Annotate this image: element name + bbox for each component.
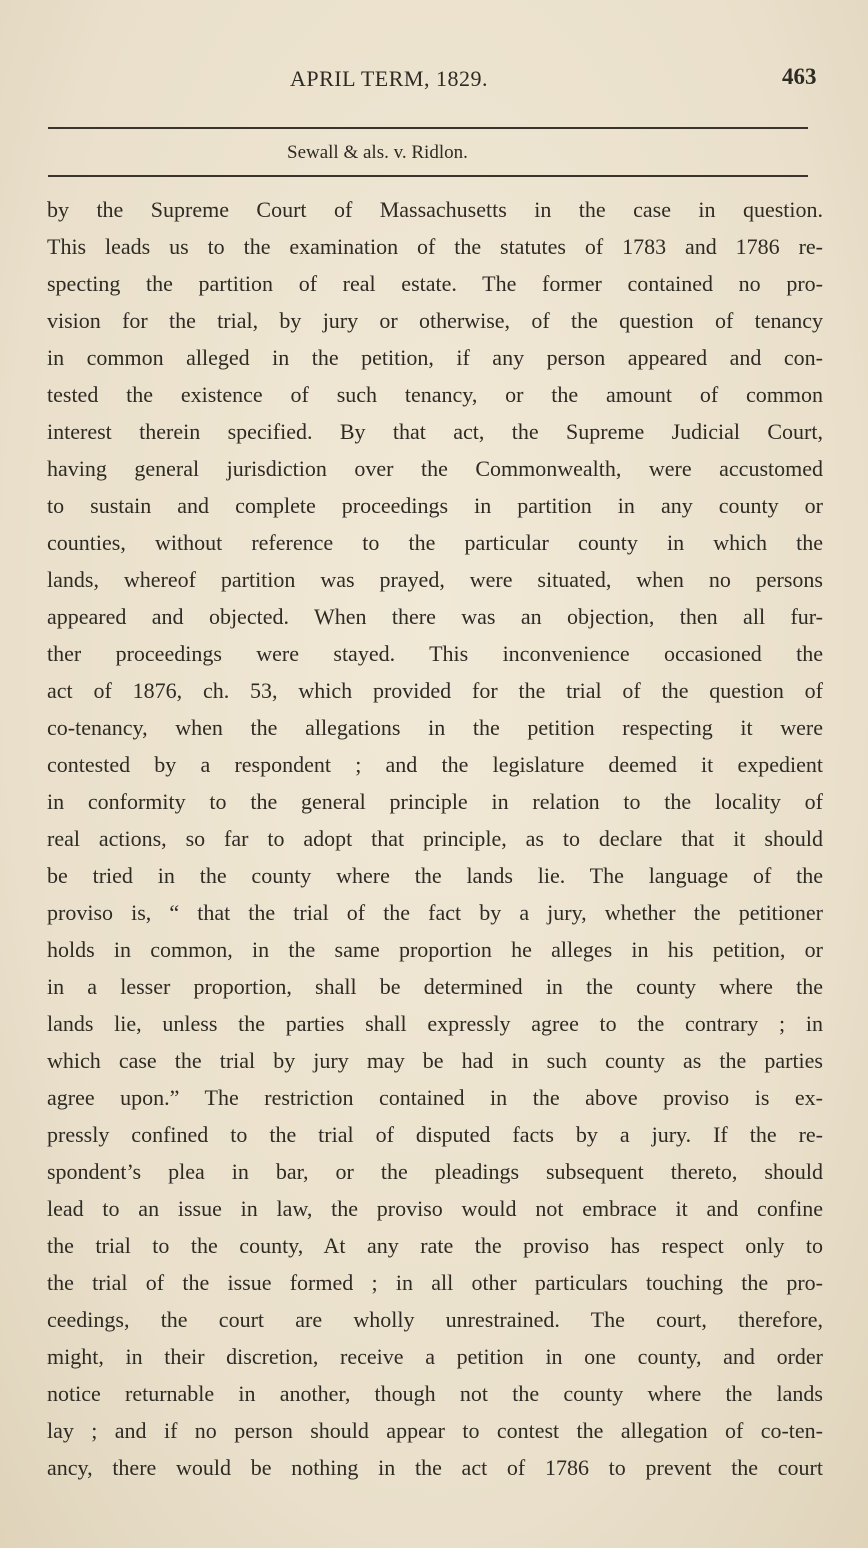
page-number: 463 <box>782 64 817 89</box>
body-text <box>47 191 823 1486</box>
text-line: lay ; and if no person should appear to contest the allegation of co-ten- <box>47 1418 823 1443</box>
header-rule-bottom <box>48 175 808 177</box>
text-line: This leads us to the examination of the statutes of 1783 and 1786 re- <box>47 234 823 259</box>
text-line: interest therein specified. By that act, the Supreme Judicial Court, <box>47 419 823 444</box>
text-line: ceedings, the court are wholly unrestrained. The court, therefore, <box>47 1307 823 1332</box>
text-line: be tried in the county where the lands lie. The language of the <box>47 863 823 888</box>
text-line: by the Supreme Court of Massachusetts in the case in question. <box>47 197 823 222</box>
text-line: having general jurisdiction over the Commonwealth, were accustomed <box>47 456 823 481</box>
text-line: which case the trial by jury may be had in such county as the parties <box>47 1048 823 1073</box>
text-line: appeared and objected. When there was an objection, then all fur- <box>47 604 823 629</box>
text-line: to sustain and complete proceedings in partition in any county or <box>47 493 823 518</box>
case-title: Sewall & als. v. Ridlon. <box>287 142 468 163</box>
text-line: agree upon.” The restriction contained in the above proviso is ex- <box>47 1085 823 1110</box>
text-line: spondent’s plea in bar, or the pleadings subsequent thereto, should <box>47 1159 823 1184</box>
text-line: act of 1876, ch. 53, which provided for the trial of the question of <box>47 678 823 703</box>
text-line: in a lesser proportion, shall be determined in the county where the <box>47 974 823 999</box>
running-title: APRIL TERM, 1829. <box>290 66 488 91</box>
text-line: lead to an issue in law, the proviso would not embrace it and confine <box>47 1196 823 1221</box>
text-line: contested by a respondent ; and the legislature deemed it expedient <box>47 752 823 777</box>
text-line: tested the existence of such tenancy, or the amount of common <box>47 382 823 407</box>
text-line: lands lie, unless the parties shall expressly agree to the contrary ; in <box>47 1011 823 1036</box>
text-line: ther proceedings were stayed. This inconvenience occasioned the <box>47 641 823 666</box>
text-line: co-tenancy, when the allegations in the petition respecting it were <box>47 715 823 740</box>
text-line: pressly confined to the trial of disputed facts by a jury. If the re- <box>47 1122 823 1147</box>
text-line: real actions, so far to adopt that principle, as to declare that it should <box>47 826 823 851</box>
text-line: the trial of the issue formed ; in all other particulars touching the pro- <box>47 1270 823 1295</box>
text-line: counties, without reference to the particular county in which the <box>47 530 823 555</box>
text-line: holds in common, in the same proportion he alleges in his petition, or <box>47 937 823 962</box>
text-line: lands, whereof partition was prayed, were situated, when no persons <box>47 567 823 592</box>
text-line: vision for the trial, by jury or otherwise, of the question of tenancy <box>47 308 823 333</box>
text-line: specting the partition of real estate. The former contained no pro- <box>47 271 823 296</box>
text-line: proviso is, “ that the trial of the fact by a jury, whether the petitioner <box>47 900 823 925</box>
text-line: in conformity to the general principle in relation to the locality of <box>47 789 823 814</box>
text-line: might, in their discretion, receive a petition in one county, and order <box>47 1344 823 1369</box>
text-line: in common alleged in the petition, if any person appeared and con- <box>47 345 823 370</box>
text-line: the trial to the county, At any rate the proviso has respect only to <box>47 1233 823 1258</box>
header-rule-top <box>48 127 808 129</box>
text-line: ancy, there would be nothing in the act of 1786 to prevent the court <box>47 1455 823 1480</box>
text-line: notice returnable in another, though not the county where the lands <box>47 1381 823 1406</box>
